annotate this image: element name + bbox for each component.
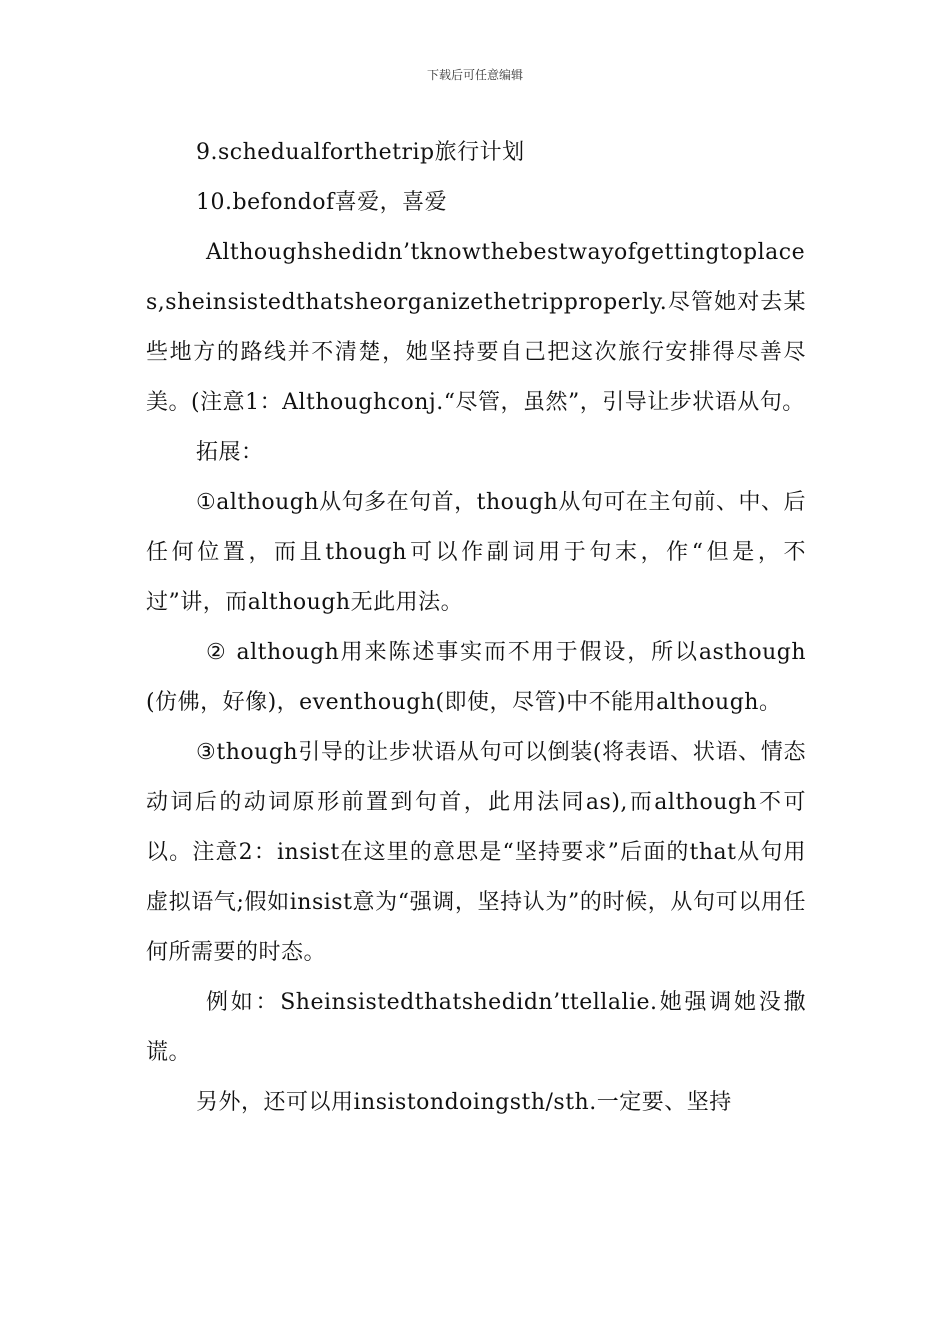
paragraph-extension-3: ③though引导的让步状语从句可以倒装(将表语、状语、情态动词后的动词原形前置到句首，此用法同as),而although不可以。注意2：insist在这里的意思是“坚持要求”后面的that从句用虚拟语气;假如insist意为“强调，坚持认为”的时候，从句可以用任何所需要的时态。 [146,740,806,965]
paragraph-extension-2: ② although用来陈述事实而不用于假设，所以asthough(仿佛，好像)，eventhough(即使，尽管)中不能用although。 [146,640,806,715]
paragraph-although-example: Althoughshedidn’tknowthebestwayofgettingtoplaces,sheinsistedthatsheorganizethetripproperly.尽管她对去某些地方的路线并不清楚，她坚持要自己把这次旅行安排得尽善尽美。(注意1：Althoughconj.“尽管，虽然”，引导让步状语从句。 [146,240,806,415]
paragraph-example-insist: 例如：Sheinsistedthatshedidn’ttellalie.她强调她没撒谎。 [146,990,806,1065]
paragraph-extension-heading: 拓展： [196,440,264,465]
paragraph-insist-on: 另外，还可以用insistondoingsth/sth.一定要、坚持 [196,1090,732,1115]
paragraph-item-10: 10.befondof喜爱，喜爱 [196,190,448,215]
paragraph-item-9: 9.schedualforthetrip旅行计划 [196,140,525,165]
paragraph-extension-1: ①although从句多在句首，though从句可在主句前、中、后任何位置，而且though可以作副词用于句末，作“但是，不过”讲，而although无此用法。 [146,490,806,615]
page-header: 下载后可任意编辑 [426,68,523,82]
document-body [146,128,806,1128]
